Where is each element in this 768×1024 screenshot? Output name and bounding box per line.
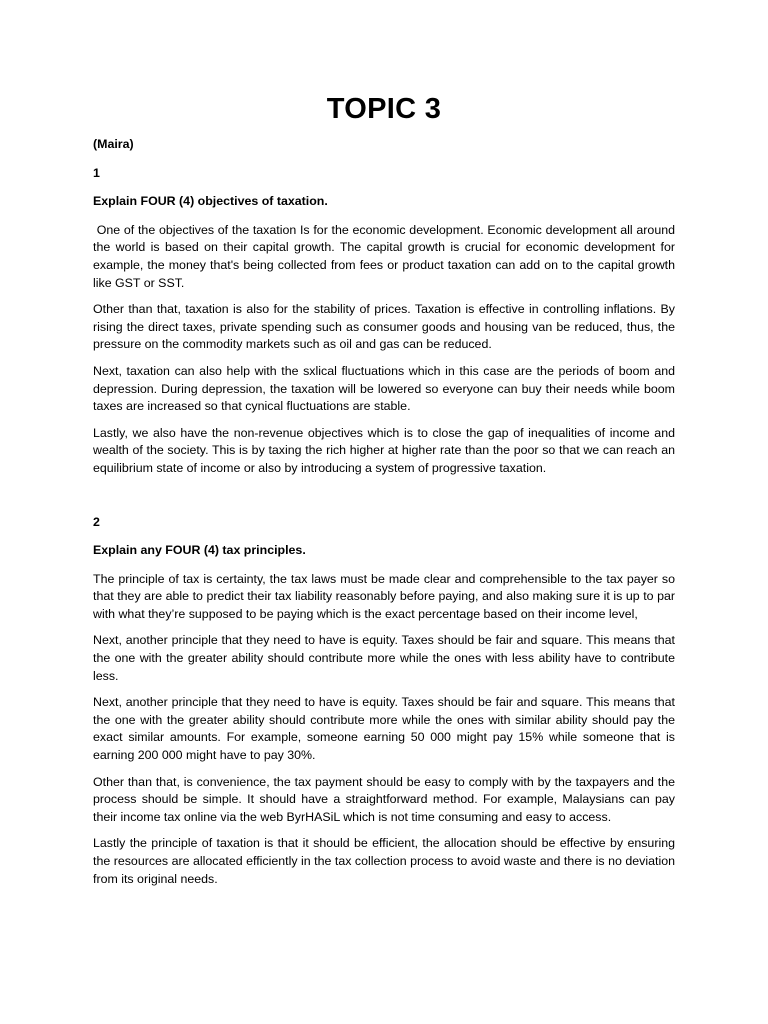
question-1-text: Explain FOUR (4) objectives of taxation. — [93, 194, 328, 209]
answer-1-paragraph: Lastly, we also have the non-revenue objectives which is to close the gap of inequalities of income and wealth of the society. This is by taxing the rich higher at higher rate than the poor so that we can reach an equilibrium state of income or also by introducing a system of progressive taxation. — [93, 425, 675, 475]
author-label: (Maira) — [93, 137, 134, 151]
question-2-text: Explain any FOUR (4) tax principles. — [93, 543, 306, 558]
answer-1-paragraph: Other than that, taxation is also for the stability of prices. Taxation is effective in controlling inflations. By rising the direct taxes, private spending such as consumer goods and housing van be reduced, thus, the pressure on the commodity markets such as oil and gas can be reduced. — [93, 302, 675, 352]
question-2-number: 2 — [93, 514, 100, 529]
answer-1-paragraph: One of the objectives of the taxation Is for the economic development. Economic development all around the world is based on their capital growth. The capital growth is crucial for economic development for example, the money that's being collected from fees or product taxation can add on to the capital growth like GST or SST. — [93, 222, 679, 290]
answer-1-paragraph: Next, taxation can also help with the sxlical fluctuations which in this case are the periods of boom and depression. During depression, the taxation will be lowered so everyone can buy their needs while boom taxes are increased so that cynical fluctuations are stable. — [93, 363, 675, 414]
answer-2-paragraph: Lastly the principle of taxation is that it should be efficient, the allocation should be effective by ensuring the resources are allocated efficiently in the tax collection process to avoid waste and there is no deviation from its original needs. — [93, 836, 675, 886]
answer-2-paragraph: Next, another principle that they need to have is equity. Taxes should be fair and square. This means that the one with the greater ability should contribute more while the ones with less ability have to contribute less. — [93, 633, 675, 683]
question-1-number: 1 — [93, 165, 100, 180]
answer-2-paragraph: Other than that, is convenience, the tax payment should be easy to comply with by the taxpayers and the process should be simple. It should have a straightforward method. For example, Malaysians can pay their income tax online via the web ByrHASiL which is not time consuming and easy to access. — [93, 774, 675, 824]
page-title: TOPIC 3 — [326, 93, 442, 125]
answer-2-paragraph: Next, another principle that they need to have is equity. Taxes should be fair and square. This means that the one with the greater ability should contribute more while the ones with similar ability should pay the exact similar amounts. For example, someone earning 50 000 might pay 15% while someone that is earning 200 000 might have to pay 30%. — [93, 695, 675, 763]
answer-2-paragraph: The principle of tax is certainty, the tax laws must be made clear and comprehensible to the tax payer so that they are able to predict their tax liability reasonably before paying, and also making sure it is up to par with what they’re supposed to be paying which is the exact percentage based on their income level, — [93, 571, 675, 621]
